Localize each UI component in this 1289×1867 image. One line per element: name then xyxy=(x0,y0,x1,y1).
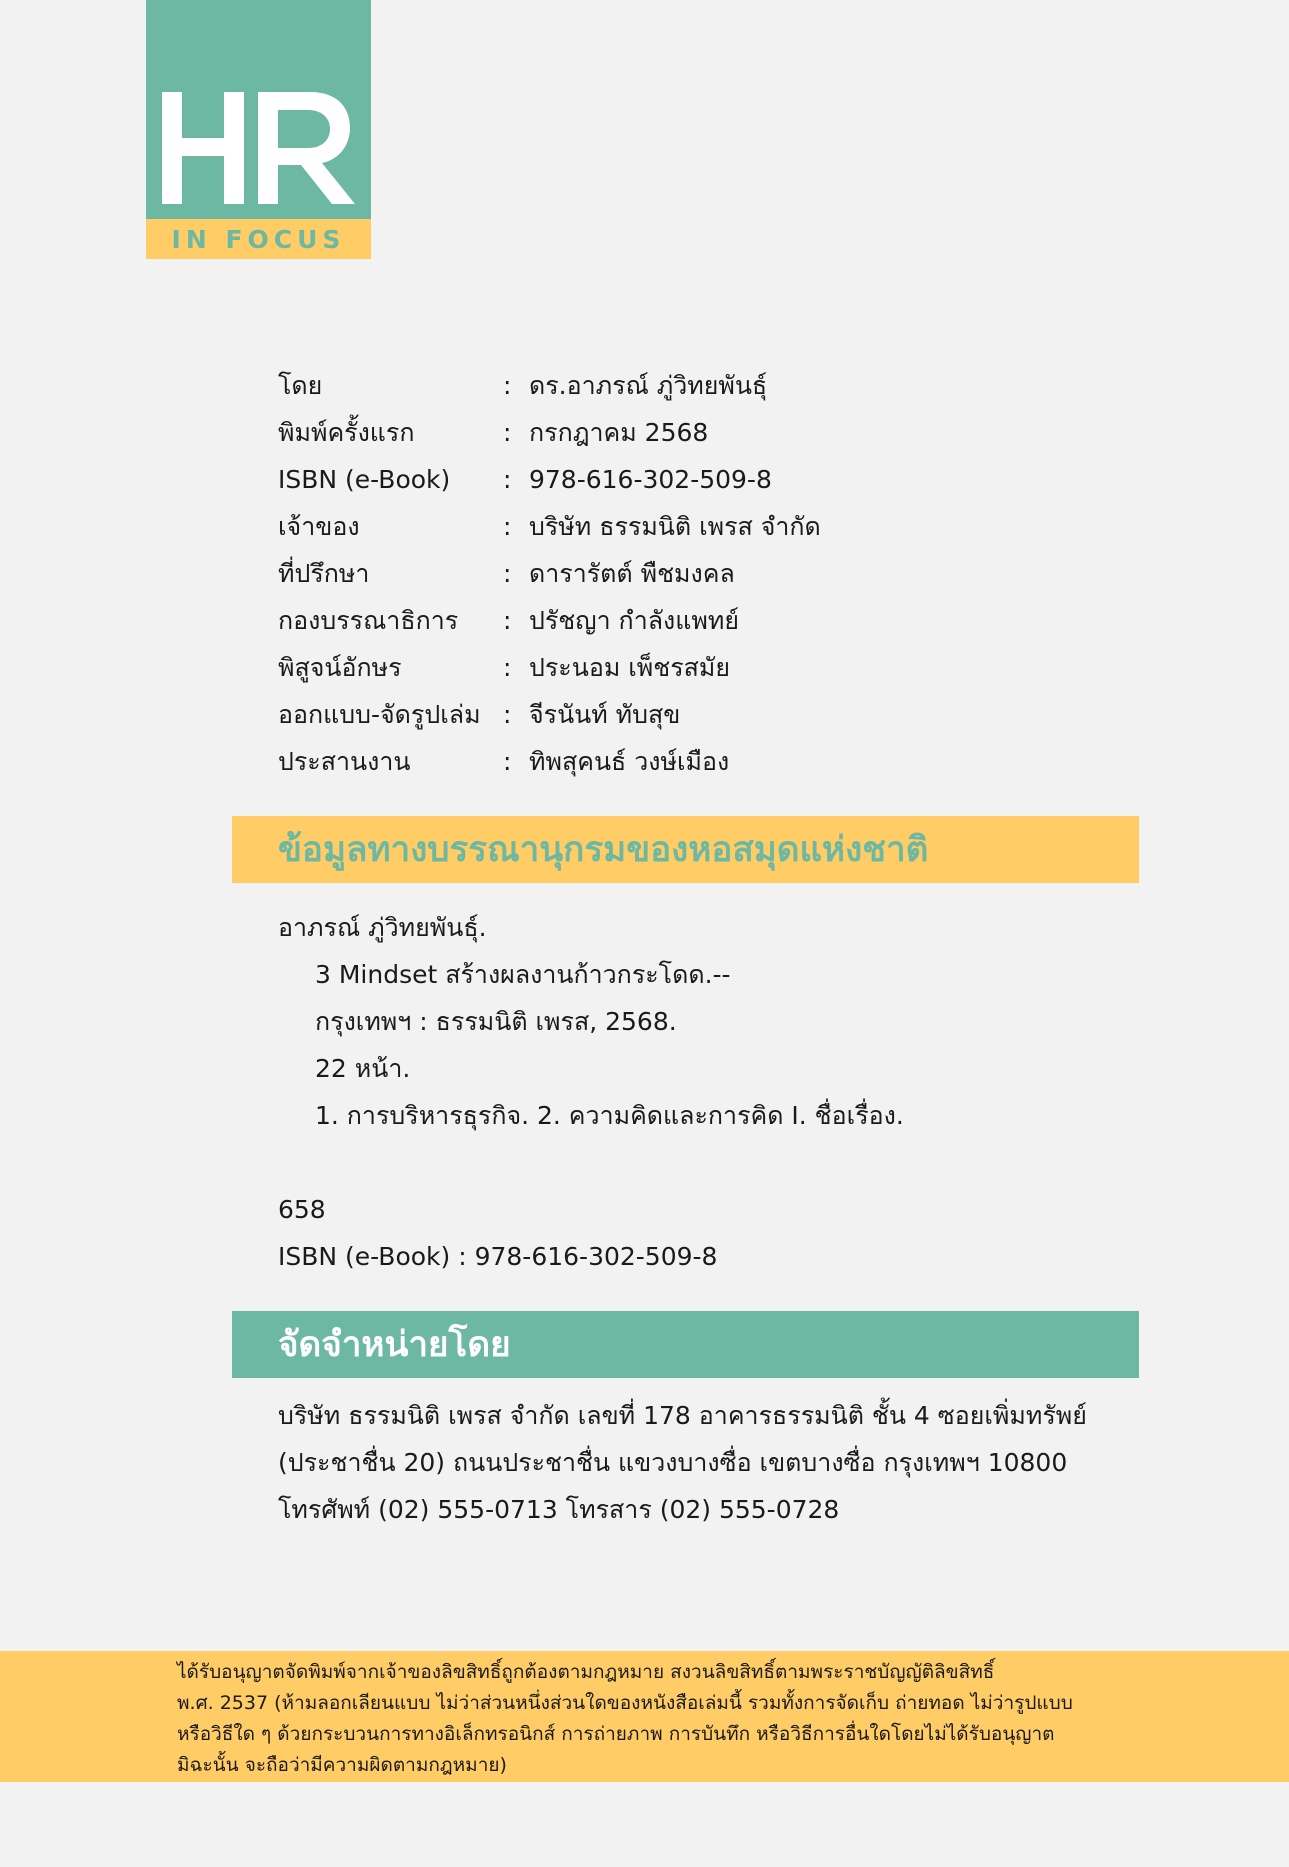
info-row xyxy=(278,691,821,738)
catalog-heading: ข้อมูลทางบรรณานุกรมของหอสมุดแห่งชาติ xyxy=(278,830,929,870)
info-value: ดร.อาภรณ์ ภู่วิทยพันธุ์ xyxy=(529,371,768,400)
catalog-spacer xyxy=(278,1139,904,1186)
info-row xyxy=(278,503,821,550)
catalog-class-number: 658 xyxy=(278,1195,326,1224)
copyright-line: หรือวิธีใด ๆ ด้วยกระบวนการทางอิเล็กทรอนิกส์ การถ่ายภาพ การบันทึก หรือวิธีการอื่นใดโดยไม่ได้รับอนุญาต xyxy=(177,1723,1055,1745)
info-row xyxy=(278,644,821,691)
info-label: โดย xyxy=(278,371,323,400)
logo-subtitle: IN FOCUS xyxy=(146,219,371,259)
publication-info xyxy=(278,362,821,785)
logo-hr-lettering xyxy=(162,92,355,204)
copyright-line: มิฉะนั้น จะถือว่ามีความผิดตามกฎหมาย) xyxy=(177,1754,507,1776)
distribution-line: (ประชาชื่น 20) ถนนประชาชื่น แขวงบางซื่อ เขตบางซื่อ กรุงเทพฯ 10800 xyxy=(278,1448,1068,1477)
info-colon: : xyxy=(503,700,512,729)
hr-in-focus-logo xyxy=(146,0,371,259)
info-label: ที่ปรึกษา xyxy=(278,559,370,588)
catalog-isbn: ISBN (e-Book) : 978-616-302-509-8 xyxy=(278,1242,718,1271)
catalog-line: กรุงเทพฯ : ธรรมนิติ เพรส, 2568. xyxy=(315,1007,677,1036)
info-colon: : xyxy=(503,606,512,635)
info-colon: : xyxy=(503,465,512,494)
info-colon: : xyxy=(503,371,512,400)
info-row xyxy=(278,362,821,409)
catalog-line: 22 หน้า. xyxy=(315,1054,411,1083)
info-value: จีรนันท์ ทับสุข xyxy=(529,700,681,729)
info-label: ISBN (e-Book) xyxy=(278,465,451,494)
info-value: 978-616-302-509-8 xyxy=(529,465,772,494)
copyright-line: พ.ศ. 2537 (ห้ามลอกเลียนแบบ ไม่ว่าส่วนหนึ่งส่วนใดของหนังสือเล่มนี้ รวมทั้งการจัดเก็บ ถ่ายทอด ไม่ว่ารูปแบบ xyxy=(177,1692,1073,1714)
catalog-line: 1. การบริหารธุรกิจ. 2. ความคิดและการคิด I. ชื่อเรื่อง. xyxy=(315,1101,904,1130)
distribution-line: โทรศัพท์ (02) 555-0713 โทรสาร (02) 555-0728 xyxy=(278,1495,840,1524)
info-label: กองบรรณาธิการ xyxy=(278,606,459,635)
info-row xyxy=(278,597,821,644)
info-colon: : xyxy=(503,512,512,541)
info-row xyxy=(278,550,821,597)
copyright-line: ได้รับอนุญาตจัดพิมพ์จากเจ้าของลิขสิทธิ์ถูกต้องตามกฎหมาย สงวนลิขสิทธิ์ตามพระราชบัญญัติลิขสิทธิ์ xyxy=(177,1661,995,1683)
info-label: ประสานงาน xyxy=(278,747,411,776)
logo-top-panel xyxy=(146,0,371,219)
info-value: ประนอม เพ็ชรสมัย xyxy=(529,653,731,682)
info-row xyxy=(278,409,821,456)
info-colon: : xyxy=(503,559,512,588)
info-colon: : xyxy=(503,418,512,447)
info-label: เจ้าของ xyxy=(278,512,360,541)
distribution-address xyxy=(278,1392,1087,1533)
info-value: กรกฎาคม 2568 xyxy=(529,418,709,447)
distribution-heading-band xyxy=(232,1311,1139,1378)
info-row xyxy=(278,456,821,503)
info-label: พิสูจน์อักษร xyxy=(278,653,402,682)
info-value: ดารารัตต์ พืชมงคล xyxy=(529,559,735,588)
distribution-line: บริษัท ธรรมนิติ เพรส จำกัด เลขที่ 178 อาคารธรรมนิติ ชั้น 4 ซอยเพิ่มทรัพย์ xyxy=(278,1401,1087,1430)
info-label: ออกแบบ-จัดรูปเล่ม xyxy=(278,700,481,729)
catalog-record xyxy=(278,904,904,1280)
catalog-line: 3 Mindset สร้างผลงานก้าวกระโดด.-- xyxy=(315,960,731,989)
info-value: ปรัชญา กำลังแพทย์ xyxy=(529,606,739,635)
copyright-notice xyxy=(177,1657,1177,1781)
distribution-heading: จัดจำหน่ายโดย xyxy=(278,1325,511,1365)
info-row xyxy=(278,738,821,785)
copyright-footer xyxy=(0,1651,1289,1782)
info-colon: : xyxy=(503,653,512,682)
info-label: พิมพ์ครั้งแรก xyxy=(278,418,415,447)
info-value: บริษัท ธรรมนิติ เพรส จำกัด xyxy=(529,512,821,541)
info-value: ทิพสุคนธ์ วงษ์เมือง xyxy=(529,747,730,776)
info-colon: : xyxy=(503,747,512,776)
catalog-author: อาภรณ์ ภู่วิทยพันธุ์. xyxy=(278,913,487,942)
catalog-heading-band xyxy=(232,816,1139,883)
